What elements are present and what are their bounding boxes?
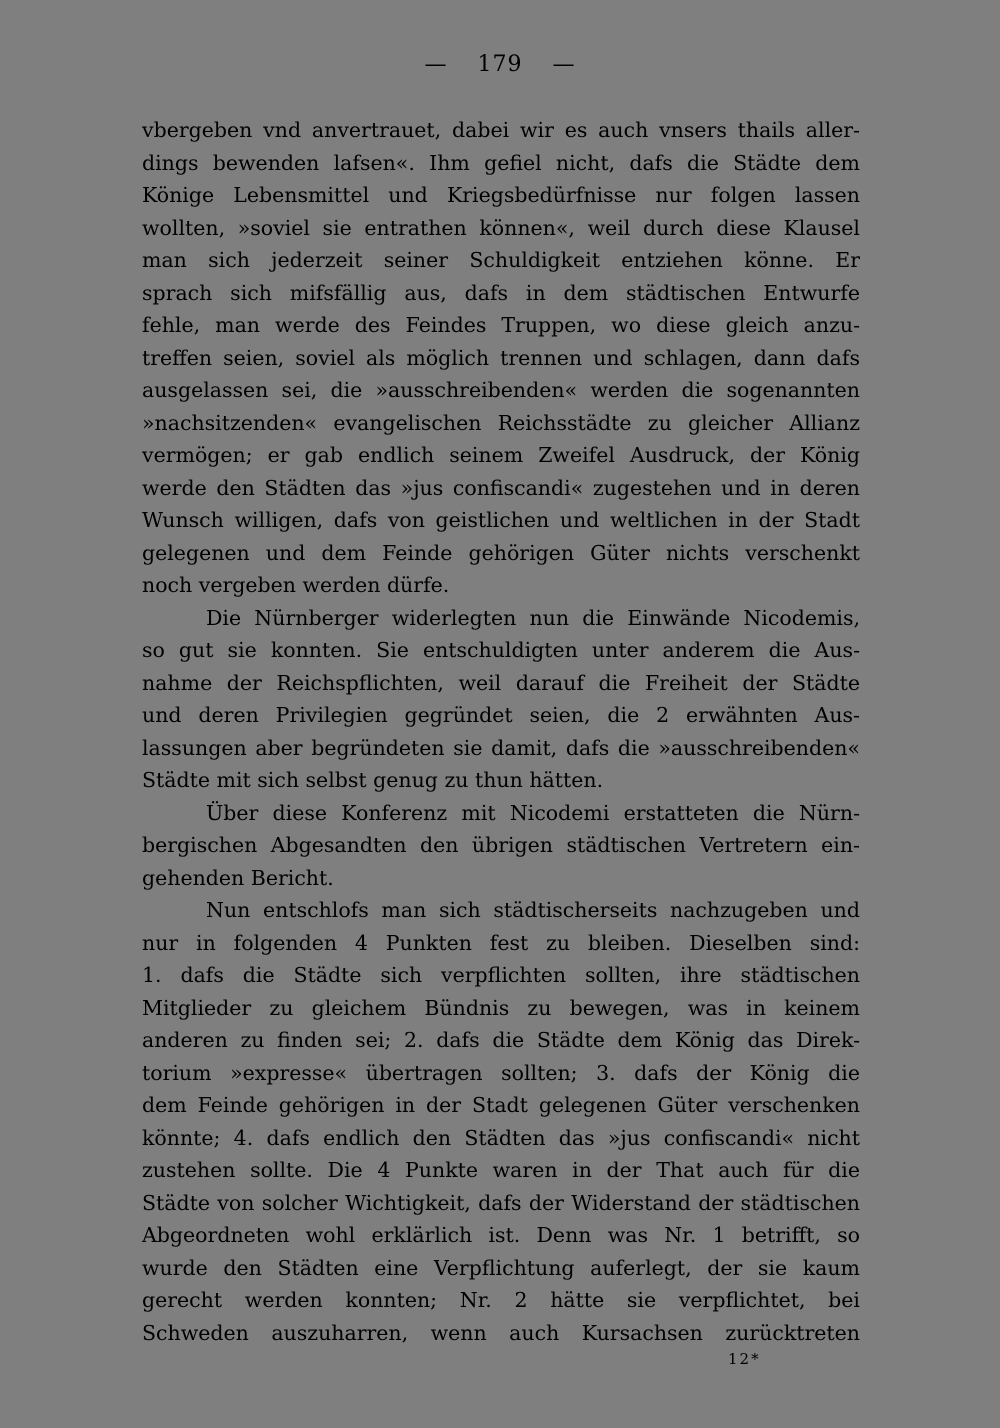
text-line: Städte mit sich selbst genug zu thun hätten.: [142, 768, 604, 792]
text-line: torium »expresse« übertragen sollten; 3. dafs der König die: [142, 1060, 860, 1085]
header-dash-left: —: [424, 52, 448, 77]
text-line: fehle, man werde des Feindes Truppen, wo diese gleich anzu-: [142, 313, 860, 337]
signature-mark: 12*: [728, 1350, 761, 1368]
text-line: dem Feinde gehörigen in der Stadt gelegenen Güter verschenken: [142, 1093, 860, 1117]
text-line: gelegenen und dem Feinde gehörigen Güter nichts verschenkt: [142, 540, 860, 565]
text-line: könnte; 4. dafs endlich den Städten das »jus confiscandi« nicht: [142, 1125, 860, 1150]
text-line: gehenden Bericht.: [142, 865, 334, 890]
text-line: »nachsitzenden« evangelischen Reichsstädte zu gleicher Allianz: [142, 410, 860, 435]
text-line: lassungen aber begründeten sie damit, dafs die »ausschreibenden«: [142, 735, 860, 760]
page-number: 179: [477, 52, 523, 77]
text-line: Wunsch willigen, dafs von geistlichen und weltlichen in der Stadt: [142, 508, 860, 532]
text-line: so gut sie konnten. Sie entschuldigten unter anderem die Aus-: [142, 638, 860, 662]
text-line: Nun entschlofs man sich städtischerseits nachzugeben und: [206, 898, 860, 922]
text-line: dings bewenden lafsen«. Ihm gefiel nicht, dafs die Städte dem: [142, 150, 860, 175]
header-dash-right: —: [552, 52, 576, 77]
text-line: Über diese Konferenz mit Nicodemi erstatteten die Nürn-: [206, 800, 860, 825]
text-line: noch vergeben werden dürfe.: [142, 573, 450, 597]
text-line: zustehen sollte. Die 4 Punkte waren in der That auch für die: [142, 1158, 860, 1182]
text-line: ausgelassen sei, die »ausschreibenden« werden die sogenannten: [142, 378, 860, 402]
page-header: [0, 52, 1000, 77]
text-line: Abgeordneten wohl erklärlich ist. Denn was Nr. 1 betrifft, so: [142, 1223, 860, 1247]
text-line: vermögen; er gab endlich seinem Zweifel Ausdruck, der König: [142, 443, 860, 467]
text-line: Mitglieder zu gleichem Bündnis zu bewegen, was in keinem: [142, 995, 860, 1020]
text-line: sprach sich mifsfällig aus, dafs in dem städtischen Entwurfe: [142, 280, 860, 305]
text-line: und deren Privilegien gegründet seien, die 2 erwähnten Aus-: [142, 703, 860, 727]
text-line: Die Nürnberger widerlegten nun die Einwände Nicodemis,: [206, 605, 860, 630]
text-line: gerecht werden konnten; Nr. 2 hätte sie verpflichtet, bei: [142, 1288, 860, 1312]
page-body-text: [142, 114, 860, 1349]
text-line: vbergeben vnd anvertrauet, dabei wir es auch vnsers thails aller-: [142, 118, 860, 142]
text-line: wollten, »soviel sie entrathen können«, weil durch diese Klausel: [142, 215, 860, 240]
text-line: nahme der Reichspflichten, weil darauf die Freiheit der Städte: [142, 670, 860, 695]
text-line: Schweden auszuharren, wenn auch Kursachsen zurücktreten: [142, 1320, 860, 1345]
text-line: Städte von solcher Wichtigkeit, dafs der Widerstand der städtischen: [142, 1190, 860, 1215]
text-line: nur in folgenden 4 Punkten fest zu bleiben. Dieselben sind:: [142, 930, 860, 955]
text-line: bergischen Abgesandten den übrigen städtischen Vertretern ein-: [142, 833, 860, 857]
text-line: treffen seien, soviel als möglich trennen und schlagen, dann dafs: [142, 345, 860, 370]
text-line: man sich jederzeit seiner Schuldigkeit entziehen könne. Er: [142, 248, 860, 272]
text-line: Könige Lebensmittel und Kriegsbedürfnisse nur folgen lassen: [142, 183, 860, 207]
text-line: 1. dafs die Städte sich verpflichten sollten, ihre städtischen: [142, 963, 860, 987]
text-line: anderen zu finden sei; 2. dafs die Städte dem König das Direk-: [142, 1028, 860, 1052]
text-line: wurde den Städten eine Verpflichtung auferlegt, der sie kaum: [142, 1255, 860, 1280]
text-line: werde den Städten das »jus confiscandi« zugestehen und in deren: [142, 475, 860, 500]
